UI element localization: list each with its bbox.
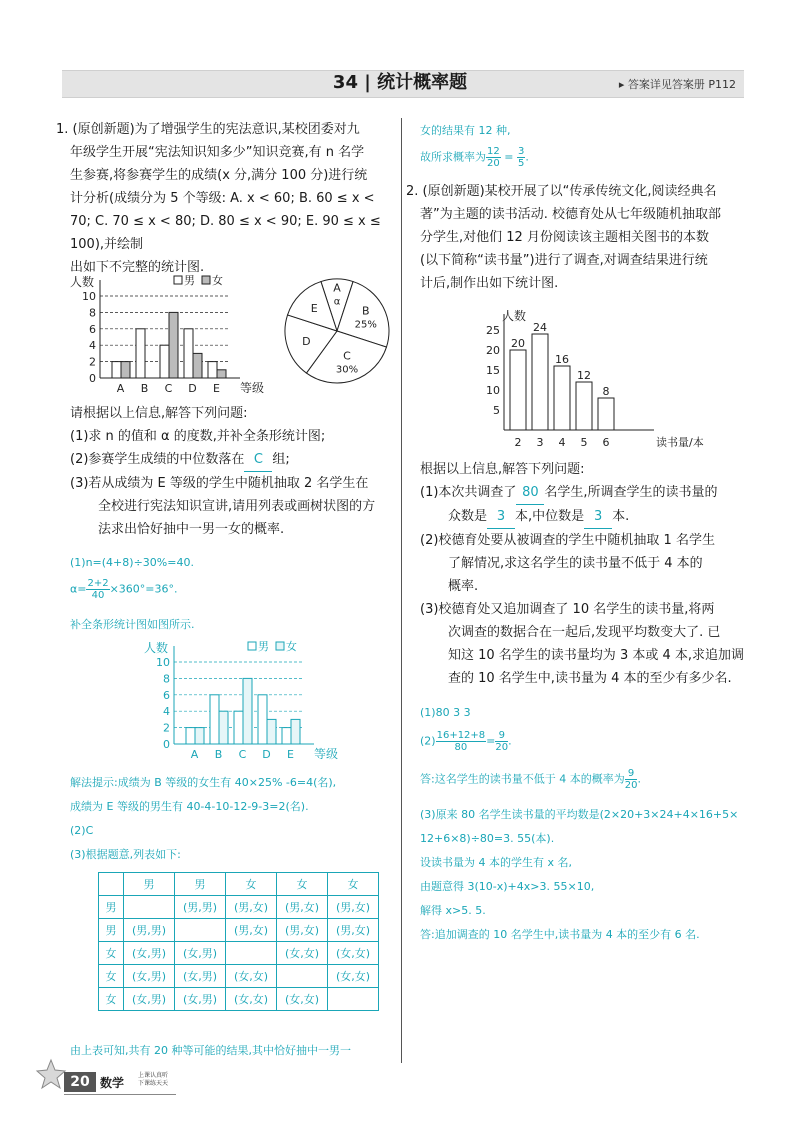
table-cell: 女: [277, 873, 328, 896]
q2-statement-text: 答:这名学生的读书量不低于 4 本的概率为: [420, 772, 625, 786]
table-cell: 男: [175, 873, 226, 896]
table-cell: [277, 965, 328, 988]
data-label: 8: [602, 385, 610, 398]
table-cell: 女: [99, 942, 124, 965]
q2-answer-3-line: 答:追加调查的 10 名学生中,读书量为 4 本的至少有 6 名.: [420, 928, 700, 941]
q2-sub1-text: 本,中位数是: [515, 509, 585, 524]
q2-sub1-cont: [420, 505, 750, 529]
y-tick-label: 0: [163, 738, 170, 751]
q2-line: (以下简称“读书量”)进行了调查,对调查结果进行统: [420, 253, 708, 268]
fraction-denominator: 20: [495, 742, 509, 753]
x-tick-label: E: [213, 382, 220, 395]
pie-label: C: [343, 349, 351, 363]
y-tick-label: 20: [486, 344, 500, 357]
probability-table: [98, 872, 379, 1011]
pie-annotation: α: [333, 296, 341, 308]
x-tick-label: D: [188, 382, 197, 395]
q2-answer-2-statement: 答:这名学生的读书量不低于 4 本的概率为 $\frac{9}{20}$ .: [420, 768, 641, 791]
table-cell: 女: [226, 873, 277, 896]
mascot-star-icon: [36, 1056, 66, 1096]
q2-prompt: 根据以上信息,解答下列问题:: [420, 462, 585, 477]
q1-hint-2: 成绩为 E 等级的男生有 40-4-10-12-9-3=2(名).: [70, 800, 309, 813]
q1-sub1: (1)求 n 的值和 α 的度数,并补全条形统计图;: [70, 429, 326, 444]
x-tick-label: A: [116, 382, 125, 395]
q1-hint-1: 解法提示:成绩为 B 等级的女生有 40×25% -6=4(名),: [70, 776, 337, 789]
bar-男: [186, 728, 195, 744]
table-cell: (女,男): [124, 965, 175, 988]
fraction-numerator: 9: [625, 768, 638, 780]
x-tick-label: A: [190, 748, 199, 761]
pie-label: B: [361, 304, 370, 318]
completed-bar-chart: [140, 638, 360, 768]
table-cell: (男,女): [277, 919, 328, 942]
table-cell: 男: [124, 873, 175, 896]
legend-label: 女: [212, 274, 223, 287]
q2-sub2: 了解情况,求这名学生的读书量不低于 4 本的: [448, 556, 703, 571]
pie-label: A: [333, 281, 341, 295]
data-label: 24: [533, 321, 547, 334]
probability-fraction: [486, 146, 501, 169]
q2-sub2: (2)校德育处要从被调查的学生中随机抽取 1 名学生: [420, 533, 715, 548]
equals-sign: =: [486, 734, 496, 748]
q1-sub2: [70, 448, 400, 472]
y-tick-label: 0: [89, 372, 96, 385]
y-axis-label: 人数: [502, 309, 527, 323]
fraction-denominator: 40: [91, 590, 105, 601]
q2-line: 著”为主题的读书活动. 校德育处从七年级随机抽取部: [420, 207, 721, 222]
table-cell: (男,男): [175, 896, 226, 919]
table-cell: (男,女): [226, 896, 277, 919]
bar-女: [291, 719, 300, 744]
fraction-denominator: 80: [454, 742, 468, 753]
q2-answer-1: (1)80 3 3: [420, 706, 471, 719]
grade-pie-chart: [282, 276, 392, 386]
x-tick-label: E: [287, 748, 294, 761]
y-tick-label: 8: [163, 672, 170, 686]
q2-count-answer: 80: [516, 481, 544, 505]
q1-continued-1: 女的结果有 12 种,: [420, 124, 511, 137]
data-label: 12: [577, 369, 591, 382]
bar-女: [195, 728, 204, 744]
q2-sub3: 次调查的数据合在一起后,发现平均数变大了. 已: [448, 625, 721, 640]
q2-sub3: 查的 10 名学生中,读书量为 4 本的至少有多少名.: [448, 671, 732, 686]
q2-answer-3-line: 解得 x>5. 5.: [420, 904, 486, 917]
q1-answer-alpha: [70, 578, 178, 601]
q1-line: 年级学生开展“宪法知识知多少”知识竞赛,有 n 名学: [70, 145, 365, 160]
q2-sub1: [420, 481, 750, 505]
y-axis-label: 人数: [144, 641, 169, 655]
bar-男: [112, 362, 121, 378]
y-tick-label: 2: [163, 721, 170, 735]
table-row: [99, 919, 379, 942]
q2-answer-3-line: 设读书量为 4 本的学生有 x 名,: [420, 856, 572, 869]
q2-fraction-simplified: [495, 730, 508, 753]
bar: [576, 382, 592, 430]
q2-mode-answer: 3: [487, 505, 515, 529]
x-tick-label: B: [214, 748, 223, 761]
x-tick-label: B: [140, 382, 149, 395]
fraction-numerator: 9: [495, 730, 508, 742]
table-cell: (女,女): [328, 965, 379, 988]
data-label: 16: [555, 353, 569, 366]
q2-answer-3-line: 由题意得 3(10-x)+4x>3. 55×10,: [420, 880, 595, 893]
q1-prompt: 请根据以上信息,解答下列问题:: [70, 406, 248, 421]
table-cell: (男,女): [226, 919, 277, 942]
fraction-numerator: 2+2: [87, 578, 109, 589]
bar-男: [208, 362, 217, 378]
table-cell: (男,女): [328, 919, 379, 942]
x-axis-label: 等级: [314, 747, 339, 761]
bar-男: [234, 711, 243, 744]
x-tick-label: 5: [580, 436, 588, 449]
y-tick-label: 6: [163, 688, 170, 702]
bar-男: [210, 695, 219, 744]
table-row: [99, 896, 379, 919]
bar-男: [160, 345, 169, 378]
table-cell: (女,男): [175, 942, 226, 965]
column-divider: [401, 118, 402, 1063]
table-cell: (女,男): [175, 988, 226, 1011]
pie-label: D: [302, 334, 311, 348]
table-cell: [124, 896, 175, 919]
table-cell: (女,男): [124, 942, 175, 965]
bar-女: [219, 711, 228, 744]
legend-label: 男: [184, 274, 195, 287]
q2-sub2: 概率.: [448, 579, 479, 594]
alpha-fraction: [86, 578, 109, 601]
q2-sub1-text: (1)本次共调查了: [420, 485, 517, 500]
q1-line: 生参赛,将参赛学生的成绩(x 分,满分 100 分)进行统: [70, 168, 368, 183]
q2-line: 2. (原创新题)某校开展了以“传承传统文化,阅读经典名: [406, 184, 717, 199]
q1-sub3: 全校进行宪法知识宣讲,请用列表或画树状图的方: [98, 499, 376, 514]
reading-bar-chart: [474, 306, 704, 454]
table-cell: (女,女): [277, 988, 328, 1011]
pie-annotation: 25%: [354, 319, 377, 331]
table-row: [99, 873, 379, 896]
table-cell: 女: [328, 873, 379, 896]
y-tick-label: 8: [89, 306, 96, 320]
table-row: [99, 942, 379, 965]
data-label: 20: [511, 337, 525, 350]
table-cell: (女,女): [226, 988, 277, 1011]
legend-swatch: [248, 642, 256, 650]
q2-sub3: 知这 10 名学生的读书量均为 3 本或 4 本,求追加调: [448, 648, 745, 663]
table-cell: (女,女): [226, 965, 277, 988]
y-axis-label: 人数: [70, 275, 95, 289]
q1-sub2-text: 组;: [272, 452, 290, 467]
bar-女: [169, 312, 178, 378]
table-cell: (女,男): [175, 965, 226, 988]
q2-stem: [406, 180, 751, 295]
table-cell: (女,男): [124, 988, 175, 1011]
fraction-denominator: 20: [624, 780, 638, 791]
fraction-denominator: 5: [517, 158, 525, 169]
q2-statement-fraction: [625, 768, 638, 791]
fraction-numerator: 16+12+8: [436, 730, 486, 741]
y-tick-label: 6: [89, 322, 96, 336]
pie-annotation: 30%: [335, 364, 359, 376]
q2-answer-2-label: (2): [420, 734, 436, 748]
alpha-label: α=: [70, 582, 87, 596]
q2-answer-2: (2) $\frac{16+12+8}{80}$ = $\frac{9}{20}$ .: [420, 730, 512, 753]
table-row: [99, 988, 379, 1011]
y-tick-label: 5: [493, 404, 500, 417]
legend-swatch: [202, 276, 210, 284]
x-axis-label: 等级: [240, 381, 265, 395]
q1-answer-1: (1)n=(4+8)÷30%=40.: [70, 556, 194, 569]
table-cell: 男: [99, 896, 124, 919]
alpha-result: ×360°=36°.: [109, 582, 178, 596]
bar-女: [243, 678, 252, 744]
probability-label: 故所求概率为: [420, 150, 486, 164]
bar: [510, 350, 526, 430]
q2-sub1-text: 名学生,所调查学生的读书量的: [544, 485, 718, 500]
q2-sub1-text: 众数是: [448, 509, 488, 524]
q2-sub3: (3)校德育处又追加调查了 10 名学生的读书量,将两: [420, 602, 715, 617]
q1-line: 计分析(成绩分为 5 个等级: A. x < 60; B. 60 ≤ x <: [70, 191, 375, 206]
footer-slogan: [138, 1072, 168, 1088]
y-tick-label: 2: [89, 355, 96, 369]
q1-sub2-text: (2)参赛学生成绩的中位数落在: [70, 452, 245, 467]
legend-label: 女: [286, 640, 297, 653]
footer-slogan-line: 上课认真听: [138, 1072, 169, 1079]
table-cell: 女: [99, 965, 124, 988]
q1-questions: [70, 402, 400, 541]
q2-questions: [420, 458, 750, 690]
bar-女: [267, 719, 276, 744]
table-cell: (女,女): [277, 942, 328, 965]
y-tick-label: 4: [89, 339, 96, 353]
footer-rule: [64, 1094, 176, 1095]
q1-line: 出如下不完整的统计图.: [70, 260, 205, 275]
x-axis-label: 读书量/本: [656, 436, 704, 449]
pie-label: E: [310, 302, 318, 316]
fraction-numerator: 3: [517, 146, 525, 157]
q2-line: 计后,制作出如下统计图.: [420, 276, 559, 291]
legend-swatch: [174, 276, 182, 284]
bar-男: [282, 728, 291, 744]
fraction-denominator: 20: [487, 158, 500, 169]
q1-answer-end: 由上表可知,共有 20 种等可能的结果,其中恰好抽中一男一: [70, 1044, 351, 1057]
q2-answer-3-line: 12+6×8)÷80=3. 55(本).: [420, 832, 555, 845]
y-tick-label: 4: [163, 705, 170, 719]
q1-sub3: (3)若从成绩为 E 等级的学生中随机抽取 2 名学生在: [70, 476, 369, 491]
q2-fraction: [436, 730, 487, 753]
bar-女: [217, 370, 226, 378]
table-cell: (男,男): [124, 919, 175, 942]
table-row: [99, 965, 379, 988]
table-cell: [226, 942, 277, 965]
table-cell: 男: [99, 919, 124, 942]
x-tick-label: 2: [514, 436, 522, 449]
bar-女: [121, 362, 130, 378]
footer-slogan-line: 下课练天天: [138, 1080, 169, 1087]
table-cell: [99, 873, 124, 896]
legend-label: 男: [258, 640, 269, 653]
page-number: 20: [64, 1072, 96, 1092]
x-tick-label: C: [238, 748, 247, 761]
q1-answer-complete: 补全条形统计图如图所示.: [70, 618, 195, 631]
q2-answer-3-line: (3)原来 80 名学生读书量的平均数是(2×20+3×24+4×16+5×: [420, 808, 739, 821]
q1-answer-3: (3)根据题意,列表如下:: [70, 848, 181, 861]
legend-swatch: [276, 642, 284, 650]
y-tick-label: 10: [82, 290, 96, 303]
x-tick-label: 3: [536, 436, 544, 449]
q1-answer-2: (2)C: [70, 824, 94, 837]
bar-男: [184, 329, 193, 378]
bar: [598, 398, 614, 430]
q1-continued-2: 故所求概率为 $\frac{12}{20}$ = $\frac{3}{5}$ .: [420, 146, 529, 169]
q1-sub3: 法求出恰好抽中一男一女的概率.: [98, 522, 285, 537]
bar-女: [193, 353, 202, 378]
x-tick-label: D: [262, 748, 271, 761]
q1-stem: [56, 118, 396, 279]
page-title: 34 | 统计概率题: [332, 72, 468, 93]
bar: [532, 334, 548, 430]
grade-bar-chart: [66, 272, 266, 394]
q2-sub1-text: 本.: [612, 509, 630, 524]
q1-line: 70; C. 70 ≤ x < 80; D. 80 ≤ x < 90; E. 90 ≤ x ≤ 100),并绘制: [70, 214, 381, 252]
q2-line: 分学生,对他们 12 月份阅读该主题相关图书的本数: [420, 230, 709, 245]
footer-subject: 数学: [100, 1076, 125, 1090]
y-tick-label: 15: [486, 364, 500, 377]
q1-line: 1. (原创新题)为了增强学生的宪法意识,某校团委对九: [56, 122, 360, 137]
q2-median-answer: 3: [584, 505, 612, 529]
probability-fraction-simplified: [517, 146, 525, 169]
answer-reference: ▸ 答案详见答案册 P112: [618, 78, 736, 91]
y-tick-label: 10: [156, 656, 170, 669]
x-tick-label: C: [164, 382, 173, 395]
bar-男: [136, 329, 145, 378]
y-tick-label: 10: [486, 384, 500, 397]
x-tick-label: 6: [602, 436, 610, 449]
table-cell: (男,女): [328, 896, 379, 919]
q1-sub2-answer: C: [244, 448, 272, 472]
y-tick-label: 25: [486, 324, 500, 337]
table-cell: (男,女): [277, 896, 328, 919]
table-cell: 女: [99, 988, 124, 1011]
bar-男: [258, 695, 267, 744]
x-tick-label: 4: [558, 436, 566, 449]
table-cell: [328, 988, 379, 1011]
table-cell: (女,女): [328, 942, 379, 965]
table-cell: [175, 919, 226, 942]
fraction-numerator: 12: [487, 146, 500, 157]
bar: [554, 366, 570, 430]
